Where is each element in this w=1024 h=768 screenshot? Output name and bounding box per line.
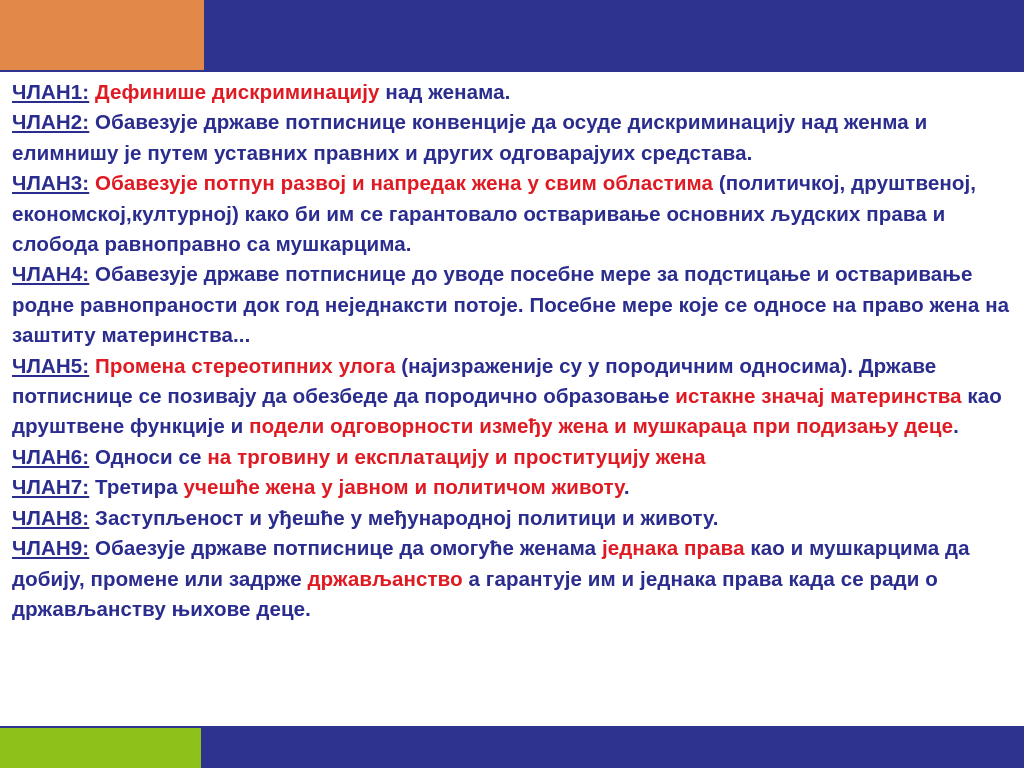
- articles-text: [12, 78, 1014, 625]
- article-label: ЧЛАН9:: [12, 537, 90, 561]
- highlight: држављанство: [307, 567, 463, 591]
- highlight: Дефинише дискриминацију: [95, 81, 380, 104]
- highlight: на трговину и експлатацију и проституцију жена: [207, 445, 706, 469]
- article-label: ЧЛАН3:: [12, 172, 90, 196]
- top-blue-bar: [204, 0, 1024, 70]
- article-label: ЧЛАН7:: [12, 476, 90, 500]
- article-3: ЧЛАН3: Обавезује потпун развој и напредак жена у свим областима (политичкој, друштвеној, економској,културној) како би им се гарантовало остваривање основних људских права и слобода равноправно са мушкарцима.: [12, 172, 977, 257]
- article-1: ЧЛАН1: Дефинише дискриминацију над женама.: [12, 81, 511, 104]
- top-orange-block: [0, 0, 204, 70]
- article-6: ЧЛАН6: Односи се на трговину и експлатацију и проституцију жена: [12, 445, 706, 469]
- highlight: једнака права: [601, 537, 745, 561]
- article-label: ЧЛАН5:: [12, 354, 90, 378]
- bottom-green-block: [0, 728, 201, 768]
- highlight: учешће жена у јавном и политичом животу: [183, 476, 624, 500]
- article-label: ЧЛАН1:: [12, 81, 90, 104]
- highlight: истакне значај материнства: [675, 385, 962, 409]
- article-8: ЧЛАН8: Заступљеност и уђешће у међународној политици и животу.: [12, 506, 719, 530]
- highlight: подели одговорности између жена и мушкараца при подизању деце: [249, 415, 954, 439]
- article-4: ЧЛАН4: Обавезује државе потписнице до уводе посебне мере за подстицање и остваривање родне равнопраности док год неједнаксти потоје. Посебне мере које се односе на право жена на заштиту материнства...: [12, 263, 1010, 348]
- article-7: ЧЛАН7: Третира учешће жена у јавном и политичом животу.: [12, 476, 630, 500]
- article-label: ЧЛАН4:: [12, 263, 90, 287]
- article-label: ЧЛАН6:: [12, 445, 90, 469]
- article-label: ЧЛАН2:: [12, 111, 90, 135]
- highlight: Обавезује потпун развој и напредак жена у свим областима: [95, 172, 714, 196]
- highlight: Промена стереотипних улога: [95, 354, 396, 378]
- article-9: ЧЛАН9: Обаезује државе потписнице да омогуће женама једнака права као и мушкарцима да добију, промене или задрже држављанство а гарантује им и једнака права када се ради о држављанству њихове деце.: [12, 537, 970, 621]
- bottom-blue-bar: [201, 728, 1024, 768]
- article-label: ЧЛАН8:: [12, 506, 90, 530]
- top-divider-line: [0, 70, 1024, 72]
- article-2: ЧЛАН2: Обавезује државе потписнице конвенције да осуде дискриминацију над женма и елимнишу је путем уставних правних и других одговарајуих средстава.: [12, 111, 928, 165]
- article-5: ЧЛАН5: Промена стереотипних улога (најизраженије су у породичним односима). Државе потписнице се позивају да обезбеде да породично образовање истакне значај материнства као друштвене функције и подели одговорности између жена и мушкараца при подизању деце.: [12, 354, 1002, 439]
